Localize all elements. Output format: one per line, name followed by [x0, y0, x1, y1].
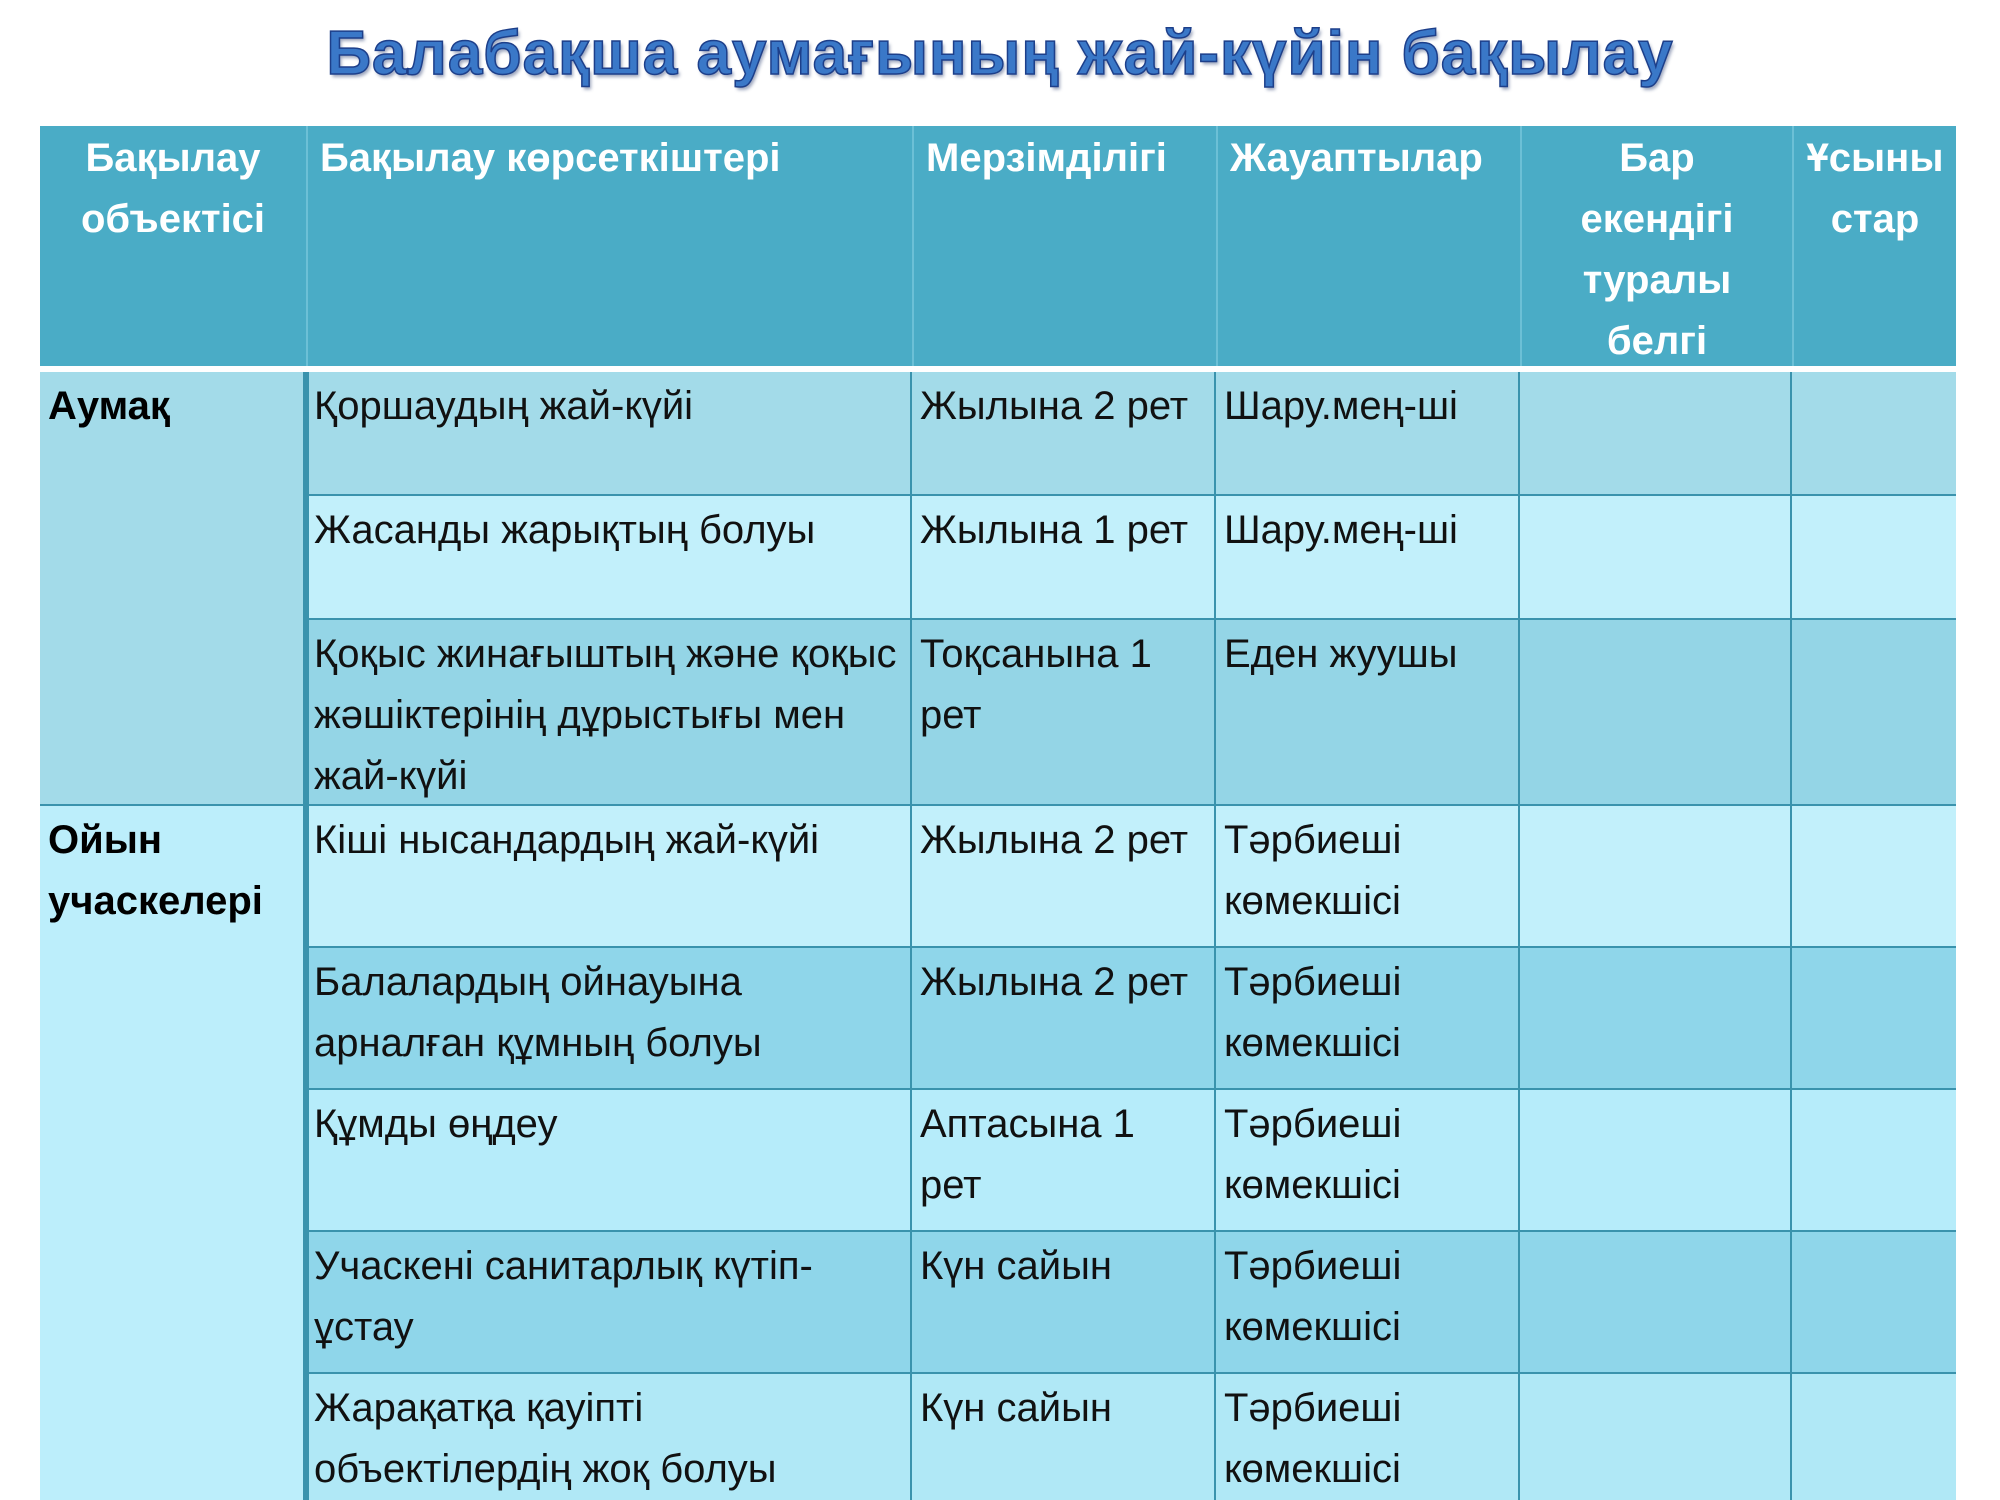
header-line: белгі	[1606, 319, 1708, 363]
group-column-divider	[303, 372, 309, 1500]
cell-suggestion	[1792, 1090, 1956, 1232]
header-1	[40, 126, 306, 372]
cell-period: Жылына 2 рет	[912, 806, 1216, 948]
header-4	[1216, 126, 1520, 372]
cell-indicator: Кіші нысандардың жай-күйі	[306, 806, 912, 948]
cell-mark	[1520, 372, 1792, 496]
cell-indicator: Жарақатқа қауіпті объектілердің жоқ болуы	[306, 1374, 912, 1500]
cell-suggestion	[1792, 806, 1956, 948]
cell-responsible: Тәрбиеші көмекшісі	[1216, 1374, 1520, 1500]
cell-suggestion	[1792, 1374, 1956, 1500]
header-line: Бақылау	[85, 136, 261, 180]
cell-indicator: Жасанды жарықтың болуы	[306, 496, 912, 620]
cell-suggestion	[1792, 948, 1956, 1090]
cell-suggestion	[1792, 372, 1956, 496]
header-line: Мерзімділігі	[926, 136, 1167, 180]
header-line: стар	[1830, 197, 1920, 241]
cell-indicator: Құмды өңдеу	[306, 1090, 912, 1232]
page-title: Балабақша аумағының жай-күйін бақылау	[326, 19, 1674, 88]
cell-indicator: Учаскені санитарлық күтіп-ұстау	[306, 1232, 912, 1374]
cell-mark	[1520, 948, 1792, 1090]
cell-period: Жылына 1 рет	[912, 496, 1216, 620]
cell-mark	[1520, 806, 1792, 948]
header-5	[1520, 126, 1792, 372]
group-cell: Аумақ	[40, 372, 306, 806]
cell-responsible: Еден жуушы	[1216, 620, 1520, 806]
cell-suggestion	[1792, 620, 1956, 806]
cell-suggestion	[1792, 1232, 1956, 1374]
group-cell: Ойын учаскелері	[40, 806, 306, 1500]
cell-mark	[1520, 1374, 1792, 1500]
cell-period: Күн сайын	[912, 1374, 1216, 1500]
header-line: Ұсыны	[1806, 136, 1944, 180]
header-line: Жауаптылар	[1230, 136, 1483, 180]
cell-period: Тоқсанына 1 рет	[912, 620, 1216, 806]
cell-responsible: Тәрбиеші көмекшісі	[1216, 1090, 1520, 1232]
cell-period: Жылына 2 рет	[912, 372, 1216, 496]
cell-mark	[1520, 1232, 1792, 1374]
cell-period: Күн сайын	[912, 1232, 1216, 1374]
header-line: объектісі	[80, 197, 266, 241]
cell-responsible: Тәрбиеші көмекшісі	[1216, 1232, 1520, 1374]
header-2	[306, 126, 912, 372]
cell-responsible: Шару.мең-ші	[1216, 372, 1520, 496]
cell-indicator: Қоршаудың жай-күйі	[306, 372, 912, 496]
header-line: Бақылау көрсеткіштері	[320, 136, 781, 180]
cell-indicator: Балалардың ойнауына арналған құмның болуы	[306, 948, 912, 1090]
cell-mark	[1520, 1090, 1792, 1232]
cell-suggestion	[1792, 496, 1956, 620]
header-line: туралы	[1582, 258, 1732, 302]
cell-period: Жылына 2 рет	[912, 948, 1216, 1090]
monitoring-table	[40, 126, 1956, 1500]
cell-responsible: Тәрбиеші көмекшісі	[1216, 806, 1520, 948]
cell-responsible: Тәрбиеші көмекшісі	[1216, 948, 1520, 1090]
cell-mark	[1520, 620, 1792, 806]
cell-period: Аптасына 1 рет	[912, 1090, 1216, 1232]
cell-mark	[1520, 496, 1792, 620]
cell-responsible: Шару.мең-ші	[1216, 496, 1520, 620]
header-line: Бар	[1619, 136, 1695, 180]
cell-indicator: Қоқыс жинағыштың және қоқыс жәшіктерінің дұрыстығы мен жай-күйі	[306, 620, 912, 806]
header-line: екендігі	[1580, 197, 1734, 241]
header-3	[912, 126, 1216, 372]
header-6	[1792, 126, 1956, 372]
